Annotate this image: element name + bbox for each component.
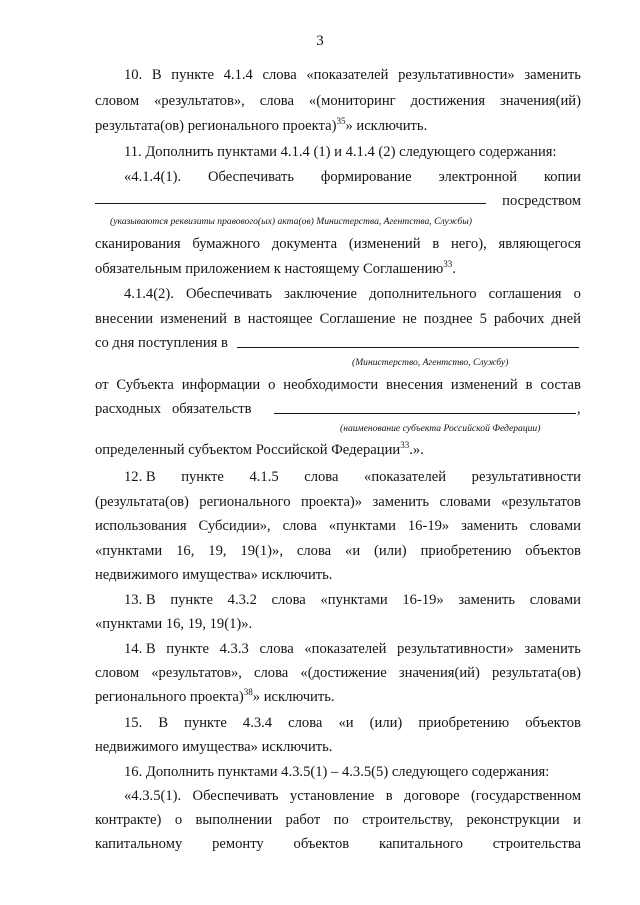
- word: 5: [479, 311, 487, 327]
- item-10-line-2: [95, 92, 581, 110]
- item-4142-line-4: [95, 376, 581, 394]
- word: (изменений: [348, 236, 421, 252]
- item-11-line-4: [95, 235, 581, 253]
- word: «4.3.5(1).: [124, 788, 182, 804]
- word: слова: [288, 715, 323, 731]
- word: 4.1.4: [223, 67, 253, 83]
- word: в: [385, 788, 393, 804]
- item-12-line-3: [95, 517, 581, 535]
- word: «и: [345, 543, 361, 559]
- word: «4.1.4(1).: [124, 169, 182, 185]
- word: строительству,: [362, 812, 454, 828]
- word: пункте: [170, 592, 213, 608]
- word: результативности»: [397, 641, 514, 657]
- word: использования: [95, 518, 187, 534]
- item-14-line-1: [124, 640, 581, 658]
- blank-caption-ministry: (Министерство, Агентство, Службу): [352, 357, 509, 368]
- item-16-line-1: 16. Дополнить пунктами 4.3.5(1) – 4.3.5(5) следующего содержания:: [124, 764, 550, 780]
- word: заменить: [458, 592, 516, 608]
- word: Обеспечивать: [186, 286, 272, 302]
- word: «пунктами: [95, 543, 163, 559]
- word: словами: [529, 592, 581, 608]
- fill-in-blank-ministry: [237, 347, 579, 348]
- word: пункте: [184, 715, 227, 731]
- word: результативности: [471, 469, 581, 485]
- word: ремонту: [212, 836, 264, 852]
- word: 4.3.4: [242, 715, 273, 731]
- word: «показателей: [304, 641, 387, 657]
- word: документа: [271, 236, 338, 252]
- word: слова: [304, 469, 339, 485]
- word: строительства: [492, 836, 581, 852]
- item-12-line-4: [95, 542, 581, 560]
- word: приобретению: [420, 543, 512, 559]
- word: «(мониторинг: [308, 93, 396, 109]
- word: являющегося: [498, 236, 581, 252]
- word: результативности»: [398, 67, 515, 83]
- item-16-line-3: [95, 811, 581, 829]
- item-16-line-2: [124, 787, 581, 805]
- word: позднее: [423, 311, 473, 327]
- item-14-line-2: [95, 664, 581, 682]
- item-4142-line-6: определенный субъектом Российской Федерации$^{33}$.».: [95, 440, 424, 458]
- word: работ: [285, 812, 321, 828]
- word: копии: [543, 169, 581, 185]
- word: в: [525, 377, 533, 393]
- word: о: [174, 812, 183, 828]
- item-11-line-5: обязательным приложением к настоящему Соглашению$^{33}$.: [95, 259, 456, 277]
- word: реконструкции: [466, 812, 560, 828]
- item-4142-line-5-end: ,: [577, 401, 581, 417]
- word: необходимости: [283, 377, 379, 393]
- word: Субсидии»,: [198, 518, 271, 534]
- word: рабочих: [493, 311, 545, 327]
- word: капитального: [379, 836, 463, 852]
- item-16-line-4: [95, 835, 581, 853]
- word: 13. В: [124, 592, 156, 608]
- word: бумажного: [192, 236, 261, 252]
- word: 14. В: [124, 641, 156, 657]
- word: слова: [262, 67, 297, 83]
- word: дней: [551, 311, 581, 327]
- word: «показателей: [306, 67, 389, 83]
- word: дополнительного: [369, 286, 477, 302]
- word: 16-19»: [402, 592, 444, 608]
- item-11-line-2: [124, 168, 581, 186]
- word: капитальному: [95, 836, 183, 852]
- word: 4.1.4(2).: [124, 286, 174, 302]
- word: Субъекта: [116, 377, 174, 393]
- word: 16-19»: [407, 518, 450, 534]
- word: пункте: [181, 469, 224, 485]
- item-14-line-3: регионального проекта)$^{38}$» исключить.: [95, 687, 335, 705]
- item-15-line-2: недвижимого имущества» исключить.: [95, 739, 333, 755]
- word: слова: [254, 665, 289, 681]
- word: внесении: [95, 311, 154, 327]
- word: в: [233, 311, 241, 327]
- item-10-line-1: [124, 66, 581, 84]
- item-13-line-1: [124, 591, 581, 609]
- item-4142-line-5-mid: обязательств: [172, 401, 252, 417]
- word: словами: [439, 494, 491, 510]
- word: слова: [271, 592, 306, 608]
- word: формирование: [320, 169, 412, 185]
- footnote-ref: 35: [336, 116, 346, 127]
- word: (или): [369, 715, 403, 731]
- item-4142-line-1: [124, 285, 581, 303]
- word: 4.1.5: [249, 469, 279, 485]
- word: 4.3.3: [219, 641, 249, 657]
- fill-in-blank-subject: [274, 413, 576, 414]
- word: 15.: [124, 715, 143, 731]
- word: (результата(ов): [95, 494, 189, 510]
- word: объектов: [525, 715, 581, 731]
- item-12-line-1: [124, 468, 581, 486]
- word: слова: [259, 641, 294, 657]
- word: Обеспечивать: [208, 169, 295, 185]
- item-10-line-3: результата(ов) регионального проекта)$^{35}$» исключить.: [95, 116, 428, 134]
- word: заключение: [284, 286, 358, 302]
- word: изменений: [160, 311, 227, 327]
- word: о: [268, 377, 276, 393]
- word: в: [432, 236, 440, 252]
- blank-caption-subject: (наименование субъекта Российской Федерации): [340, 423, 541, 434]
- page-number: 3: [316, 33, 324, 49]
- word: «пунктами: [328, 518, 396, 534]
- word: 12. В: [124, 469, 156, 485]
- word: достижения: [410, 93, 486, 109]
- word: «(достижение: [300, 665, 387, 681]
- word: «результатов: [501, 494, 581, 510]
- item-4142-line-3: со дня поступления в: [95, 335, 228, 351]
- word: объектов: [525, 543, 581, 559]
- word: изменений: [450, 377, 518, 393]
- word: не: [402, 311, 417, 327]
- word: выполнении: [195, 812, 273, 828]
- footnote-ref: 38: [243, 687, 253, 698]
- word: словом: [95, 665, 140, 681]
- word: 19,: [208, 543, 227, 559]
- word: «результатов»,: [151, 665, 242, 681]
- word: 10.: [124, 67, 143, 83]
- word: договоре: [404, 788, 460, 804]
- item-12-line-5: недвижимого имущества» исключить.: [95, 567, 333, 583]
- word: значения(ий): [499, 93, 581, 109]
- item-15-line-1: [124, 714, 581, 732]
- word: заменить: [524, 67, 581, 83]
- word: внесения: [386, 377, 444, 393]
- word: 16,: [176, 543, 195, 559]
- word: «и: [338, 715, 354, 731]
- word: по: [333, 812, 349, 828]
- word: 19(1)»,: [240, 543, 283, 559]
- item-13-line-2: «пунктами 16, 19, 19(1)».: [95, 616, 253, 632]
- word: слова: [296, 543, 332, 559]
- word: приобретению: [418, 715, 510, 731]
- word: сканирования: [95, 236, 181, 252]
- word: пункте: [166, 641, 209, 657]
- word: проекта)»: [300, 494, 363, 510]
- word: объектов: [293, 836, 350, 852]
- word: и: [573, 812, 581, 828]
- word: информации: [181, 377, 261, 393]
- footnote-ref: 33: [443, 259, 453, 270]
- item-11-line-1: 11. Дополнить пунктами 4.1.4 (1) и 4.1.4 (2) следующего содержания:: [124, 144, 557, 160]
- word: В: [158, 715, 169, 731]
- word: (государственном: [470, 788, 581, 804]
- word: В: [151, 67, 162, 83]
- word: установление: [289, 788, 375, 804]
- word: Соглашение: [319, 311, 396, 327]
- word: 4.3.2: [227, 592, 257, 608]
- word: настоящее: [247, 311, 313, 327]
- blank-caption-legal-act: (указываются реквизиты правового(ых) акта(ов) Министерства, Агентства, Службы): [110, 216, 472, 227]
- word: значения(ий): [398, 665, 480, 681]
- word: результата(ов): [491, 665, 581, 681]
- word: заменить: [372, 494, 430, 510]
- word: «показателей: [364, 469, 447, 485]
- word: регионального: [199, 494, 291, 510]
- word: контракте): [95, 812, 162, 828]
- word: пункте: [171, 67, 214, 83]
- word: слова: [259, 93, 294, 109]
- item-4142-line-2: [95, 310, 581, 328]
- footnote-ref: 33: [400, 440, 410, 451]
- word: словами: [529, 518, 581, 534]
- word: соглашения: [488, 286, 562, 302]
- word: «результатов»,: [154, 93, 245, 109]
- word: электронной: [438, 169, 518, 185]
- word: (или): [374, 543, 407, 559]
- word: заменить: [524, 641, 581, 657]
- item-4142-line-5-start: расходных: [95, 401, 162, 417]
- word: о: [573, 286, 581, 302]
- word: от: [95, 377, 109, 393]
- word: словом: [95, 93, 140, 109]
- word: состав: [540, 377, 581, 393]
- word: него),: [451, 236, 487, 252]
- item-12-line-2: [95, 493, 581, 511]
- word: слова: [282, 518, 317, 534]
- item-11-line-3: посредством: [502, 193, 581, 209]
- fill-in-blank-legal-act: [95, 203, 486, 204]
- word: Обеспечивать: [192, 788, 279, 804]
- word: «пунктами: [320, 592, 388, 608]
- word: заменить: [461, 518, 518, 534]
